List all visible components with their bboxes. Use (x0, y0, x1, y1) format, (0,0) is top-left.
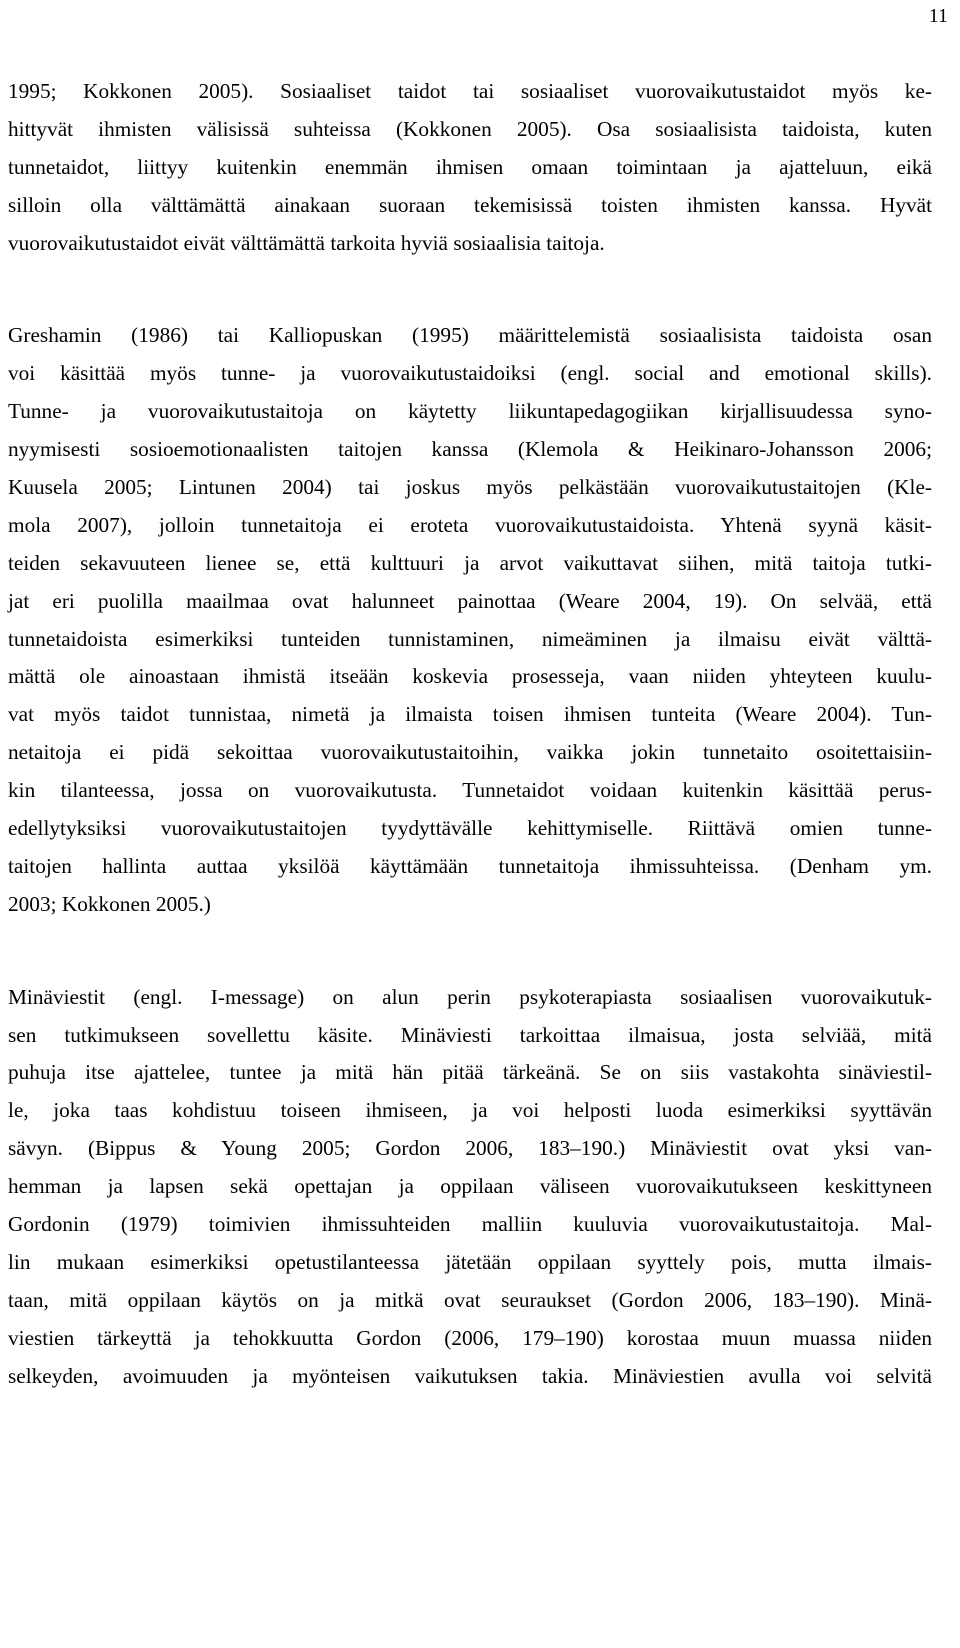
text-line: selkeyden, avoimuuden ja myönteisen vaikutuksen takia. Minäviestien avulla voi selvitä (8, 1363, 932, 1388)
text-line: taitojen hallinta auttaa yksilöä käyttämään tunnetaitoja ihmissuhteissa. (Denham ym. (8, 853, 932, 878)
paragraph-gap (8, 262, 932, 317)
text-line: Kuusela 2005; Lintunen 2004) tai joskus myös pelkästään vuorovaikutustaitojen (Kle- (8, 475, 932, 500)
text-line: voi käsittää myös tunne- ja vuorovaikutustaidoiksi (engl. social and emotional skills). (8, 361, 932, 386)
text-line: Minäviestit (engl. I-message) on alun perin psykoterapiasta sosiaalisen vuorovaikutuk- (8, 984, 932, 1009)
paragraph-gap (8, 924, 932, 979)
text-line: vuorovaikutustaidot eivät välttämättä tarkoita hyviä sosiaalisia taitoja. (8, 230, 605, 255)
text-line: vat myös taidot tunnistaa, nimetä ja ilmaista toisen ihmisen tunteita (Weare 2004). Tun- (8, 702, 932, 727)
text-line: edellytyksiksi vuorovaikutustaitojen tyydyttävälle kehittymiselle. Riittävä omien tunne- (8, 816, 932, 841)
text-line: hemman ja lapsen sekä opettajan ja oppilaan väliseen vuorovaikutukseen keskittyneen (8, 1174, 932, 1199)
text-line: 1995; Kokkonen 2005). Sosiaaliset taidot tai sosiaaliset vuorovaikutustaidot myös ke- (8, 79, 932, 103)
text-line: mättä ole ainoastaan ihmistä itseään koskevia prosesseja, vaan niiden yhteyteen kuulu- (8, 664, 932, 689)
text-line: puhuja itse ajattelee, tuntee ja mitä hän pitää tärkeänä. Se on siis vastakohta sinäviestil- (8, 1060, 932, 1085)
text-line: tunnetaidot, liittyy kuitenkin enemmän ihmisen omaan toimintaan ja ajatteluun, eikä (8, 154, 932, 179)
text-line: nyymisesti sosioemotionaalisten taitojen kanssa (Klemola & Heikinaro-Johansson 2006; (8, 437, 932, 462)
text-line: kin tilanteessa, jossa on vuorovaikutusta. Tunnetaidot voidaan kuitenkin käsittää perus- (8, 778, 932, 803)
text-line: viestien tärkeyttä ja tehokkuutta Gordon (2006, 179–190) korostaa muun muassa niiden (8, 1325, 932, 1350)
text-line: Gordonin (1979) toimivien ihmissuhteiden malliin kuuluvia vuorovaikutustaitoja. Mal- (8, 1212, 932, 1237)
text-line: lin mukaan esimerkiksi opetustilanteessa jätetään oppilaan syyttely pois, mutta ilmais- (8, 1249, 932, 1274)
paragraph-1 (8, 73, 932, 262)
text-line: netaitoja ei pidä sekoittaa vuorovaikutustaitoihin, vaikka jokin tunnetaito osoitettaisiin- (8, 740, 932, 765)
text-line: le, joka taas kohdistuu toiseen ihmiseen, ja voi helposti luoda esimerkiksi syyttävän (8, 1098, 932, 1123)
page-number: 11 (928, 5, 948, 27)
text-line: jat eri puolilla maailmaa ovat halunneet painottaa (Weare 2004, 19). On selvää, että (8, 588, 932, 613)
text-line: taan, mitä oppilaan käytös on ja mitkä ovat seuraukset (Gordon 2006, 183–190). Minä- (8, 1287, 932, 1312)
paragraph-3 (8, 979, 932, 1396)
text-line: Tunne- ja vuorovaikutustaitoja on käytetty liikuntapedagogiikan kirjallisuudessa syno- (8, 399, 932, 424)
text-line: sävyn. (Bippus & Young 2005; Gordon 2006, 183–190.) Minäviestit ovat yksi van- (8, 1136, 932, 1161)
text-line: 2003; Kokkonen 2005.) (8, 891, 211, 916)
text-line: teiden sekavuuteen lienee se, että kulttuuri ja arvot vaikuttavat siihen, mitä taitoja tutki- (8, 550, 932, 575)
text-line: sen tutkimukseen sovellettu käsite. Minäviesti tarkoittaa ilmaisua, josta selviää, mitä (8, 1022, 932, 1047)
paragraph-2 (8, 317, 932, 923)
document-body (8, 73, 932, 1396)
text-line: mola 2007), jolloin tunnetaitoja ei eroteta vuorovaikutustaidoista. Yhtenä syynä käsit- (8, 512, 932, 537)
text-line: tunnetaidoista esimerkiksi tunteiden tunnistaminen, nimeäminen ja ilmaisu eivät välttä- (8, 626, 932, 651)
text-line: Greshamin (1986) tai Kalliopuskan (1995) määrittelemistä sosiaalisista taidoista osan (8, 323, 932, 348)
text-line: silloin olla välttämättä ainakaan suoraan tekemisissä toisten ihmisten kanssa. Hyvät (8, 192, 932, 217)
text-line: hittyvät ihmisten välisissä suhteissa (Kokkonen 2005). Osa sosiaalisista taidoista, kuten (8, 116, 932, 141)
